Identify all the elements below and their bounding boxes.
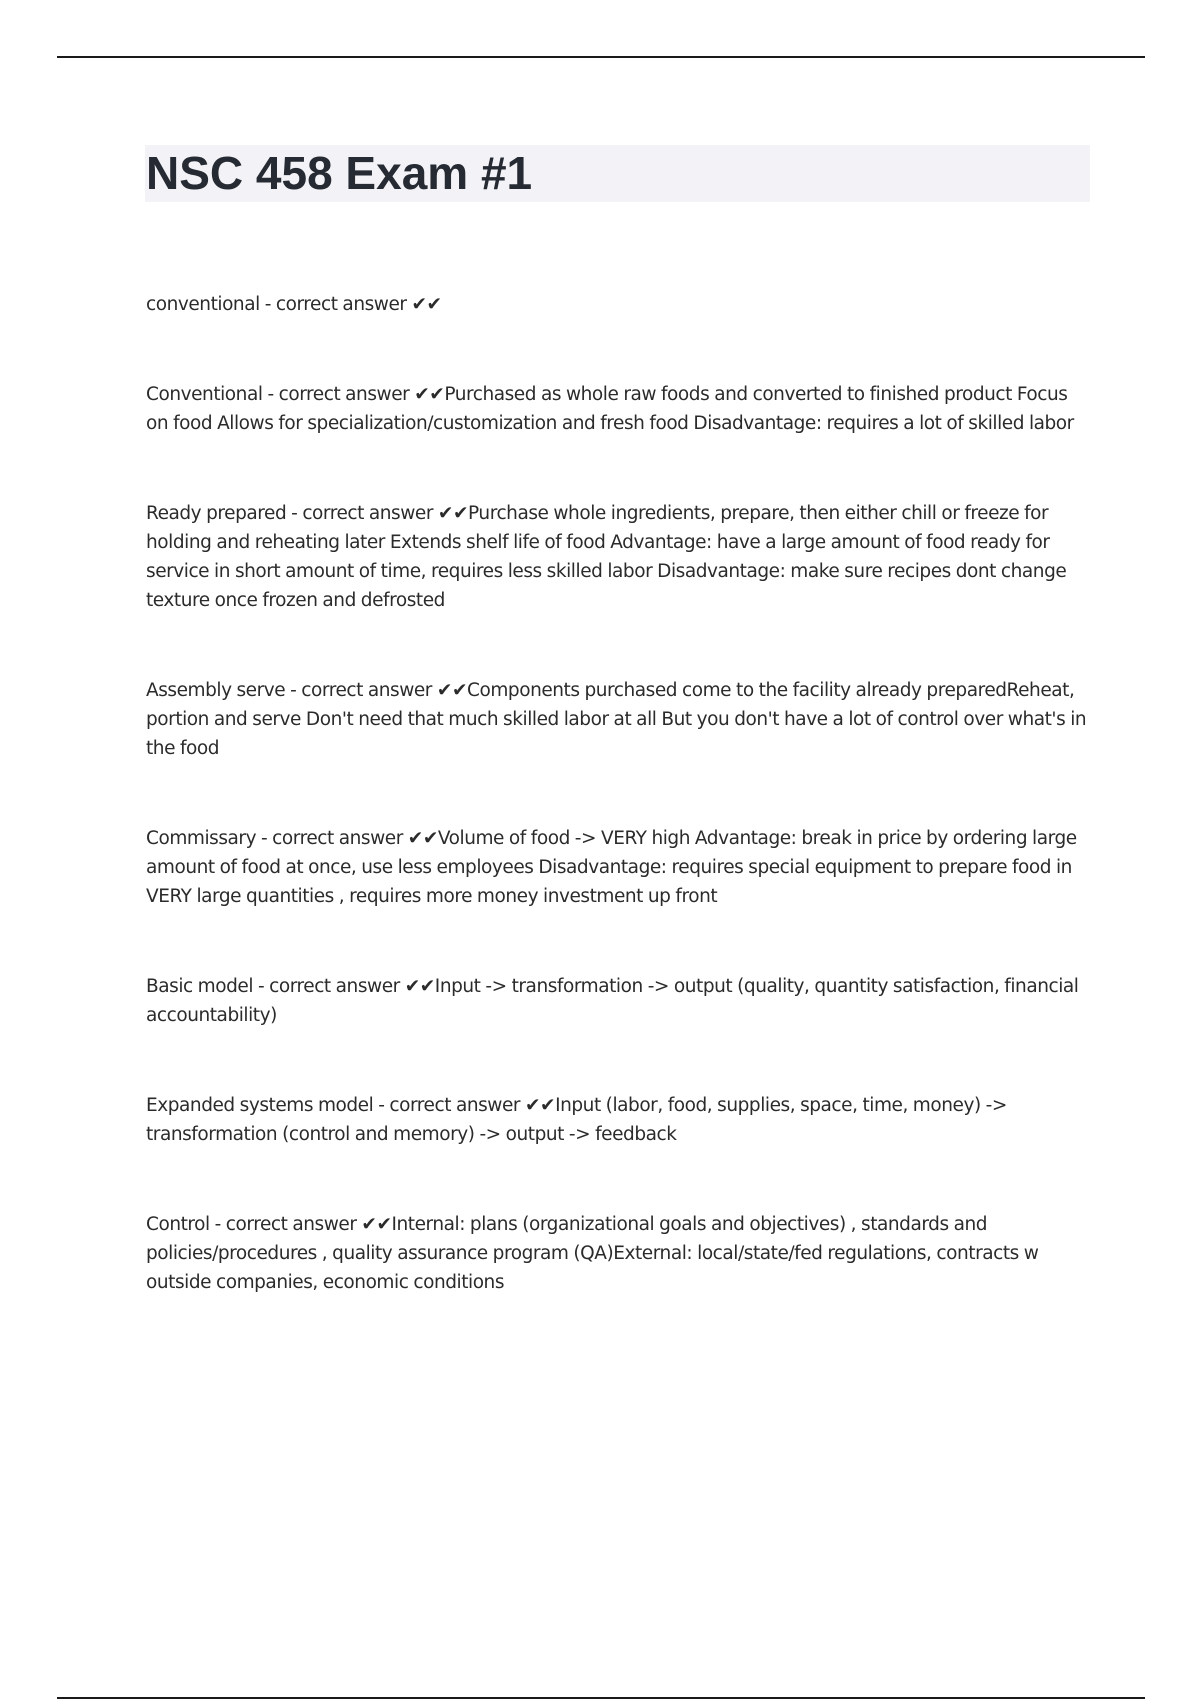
entry-expanded-systems-model: Expanded systems model - correct answer ✔✔Input (labor, food, supplies, space, time, money) -> transformation (control and memory) -> output -> feedback	[146, 1095, 1007, 1145]
bottom-divider	[57, 1697, 1145, 1699]
entry-commissary: Commissary - correct answer ✔✔Volume of food -> VERY high Advantage: break in price by ordering large amount of food at once, use less employees Disadvantage: requires special equipment to prepare food in VERY large quantities , requires more money investment up front	[146, 828, 1077, 907]
entry-assembly-serve: Assembly serve - correct answer ✔✔Components purchased come to the facility already preparedReheat, portion and serve Don't need that much skilled labor at all But you don't have a lot of control over what's in the food	[146, 680, 1087, 759]
entry-conventional-short: conventional - correct answer ✔✔	[146, 294, 442, 315]
page-title: NSC 458 Exam #1	[146, 147, 533, 199]
entry-basic-model: Basic model - correct answer ✔✔Input -> transformation -> output (quality, quantity satisfaction, financial accountability)	[146, 976, 1079, 1026]
entry-control: Control - correct answer ✔✔Internal: plans (organizational goals and objectives) , standards and policies/procedures , quality assurance program (QA)External: local/state/fed regulations, contracts w outside companies, economic conditions	[146, 1214, 1039, 1293]
entry-conventional: Conventional - correct answer ✔✔Purchased as whole raw foods and converted to finished product Focus on food Allows for specialization/customization and fresh food Disadvantage: requires a lot of skilled labor	[146, 384, 1074, 434]
top-divider	[57, 56, 1145, 58]
entry-ready-prepared: Ready prepared - correct answer ✔✔Purchase whole ingredients, prepare, then either chill or freeze for holding and reheating later Extends shelf life of food Advantage: have a large amount of food ready for service in short amount of time, requires less skilled labor Disadvantage: make sure recipes dont change texture once frozen and defrosted	[146, 503, 1067, 611]
entries-list	[146, 290, 1091, 1297]
